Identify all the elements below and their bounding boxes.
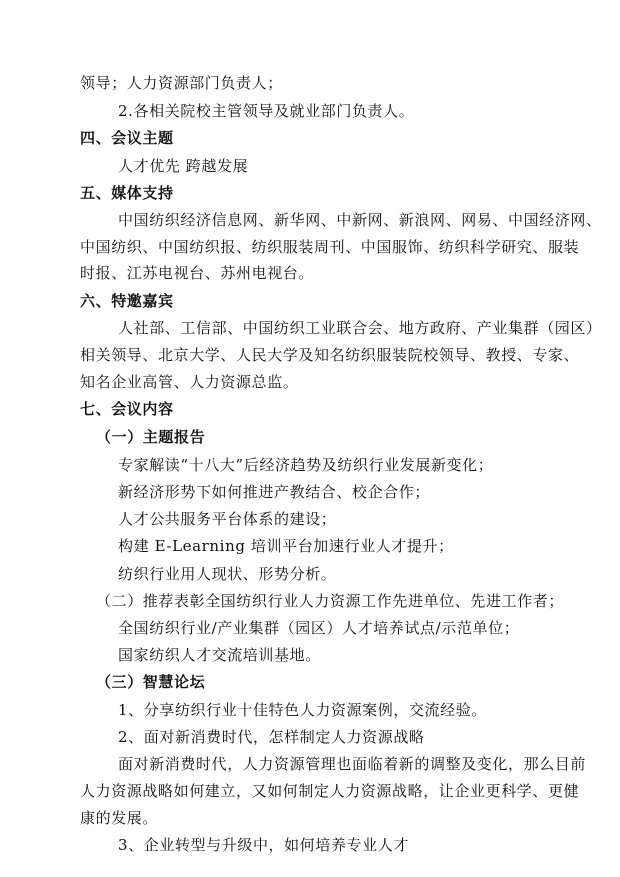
text-line: 知名企业高管、人力资源总监。 <box>80 373 299 391</box>
text-line: 人社部、工信部、中国纺织工业联合会、地方政府、产业集群（园区） <box>118 319 602 337</box>
text-line: 人才优先 跨越发展 <box>118 157 249 175</box>
text-line: 相关领导、北京大学、人民大学及知名纺织服装院校领导、教授、专家、 <box>80 346 580 364</box>
text-line: 人才公共服务平台体系的建设； <box>118 510 337 528</box>
text-line: 1、分享纺织行业十佳特色人力资源案例，交流经验。 <box>118 701 487 719</box>
text-line: 全国纺织行业/产业集群（园区）人才培养试点/示范单位； <box>118 619 520 637</box>
text-line: 3、企业转型与升级中，如何培养专业人才 <box>118 836 409 854</box>
text-line: 新经济形势下如何推进产教结合、校企合作； <box>118 483 431 501</box>
text-line: 时报、江苏电视台、苏州电视台。 <box>80 264 315 282</box>
section-heading: 五、媒体支持 <box>80 184 174 202</box>
text-line: 中国纺织经济信息网、新华网、中新网、新浪网、网易、中国经济网、 <box>118 211 602 229</box>
text-line: 2、面对新消费时代，怎样制定人力资源战略 <box>118 728 425 746</box>
text-line: （二）推荐表彰全国纺织行业人力资源工作先进单位、先进工作者； <box>96 592 565 610</box>
section-heading: 六、特邀嘉宾 <box>80 292 174 310</box>
text-line: 领导；人力资源部门负责人； <box>80 74 283 92</box>
text-line: 2.各相关院校主管领导及就业部门负责人。 <box>118 102 415 120</box>
text-line: 专家解读“十八大”后经济趋势及纺织行业发展新变化； <box>118 456 494 474</box>
subsection-heading: （一）主题报告 <box>96 428 206 446</box>
subsection-heading: （三）智慧论坛 <box>96 673 206 691</box>
text-line: 构建 E-Learning 培训平台加速行业人才提升； <box>118 537 454 555</box>
text-line: 纺织行业用人现状、形势分析。 <box>118 565 337 583</box>
text-line: 国家纺织人才交流培训基地。 <box>118 646 321 664</box>
section-heading: 七、会议内容 <box>80 400 174 418</box>
text-line: 人力资源战略如何建立，又如何制定人力资源战略，让企业更科学、更健 <box>80 782 580 800</box>
section-heading: 四、会议主题 <box>80 129 174 147</box>
text-line: 康的发展。 <box>80 809 159 827</box>
text-line: 中国纺织、中国纺织报、纺织服装周刊、中国服饰、纺织科学研究、服装 <box>80 238 580 256</box>
text-line: 面对新消费时代，人力资源管理也面临着新的调整及变化，那么目前 <box>118 755 587 773</box>
